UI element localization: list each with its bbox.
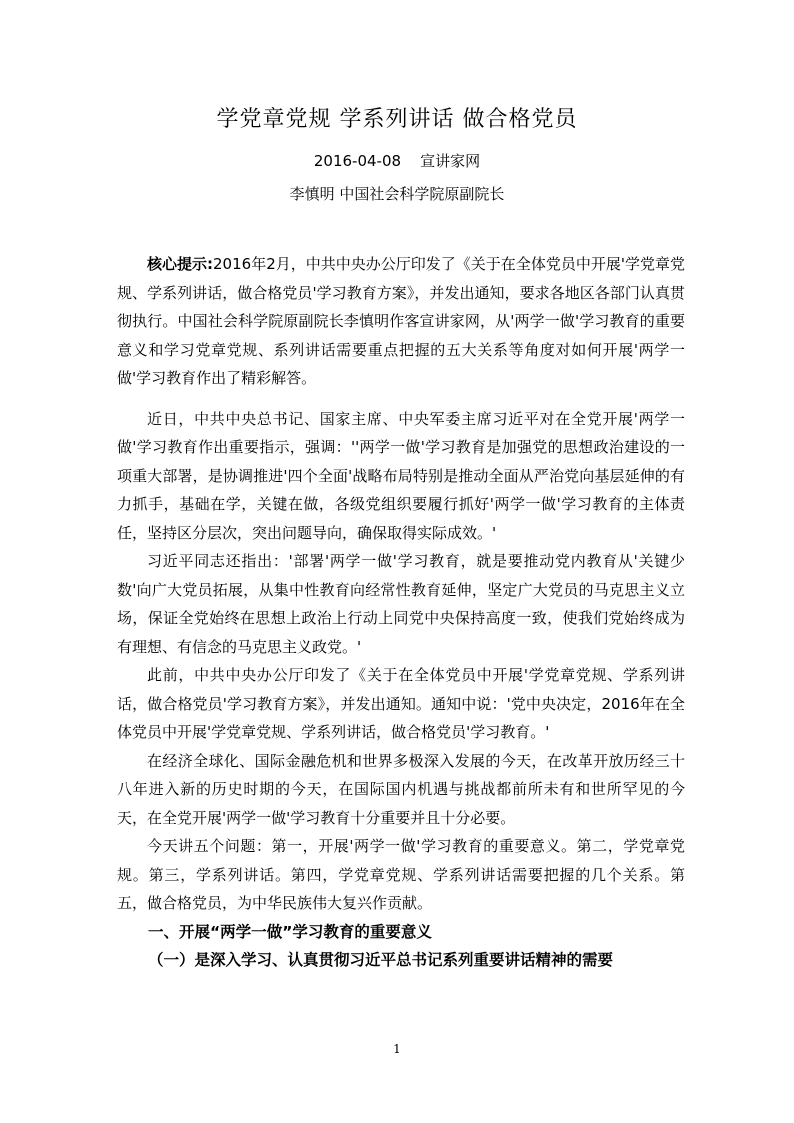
body-paragraph: 此前，中共中央办公厅印发了《关于在全体党员中开展'学党章党规、学系列讲话，做合格党员'学习教育方案》，并发出通知。通知中说：'党中央决定，2016年在全体党员中开展'学党章党规、学系列讲话，做合格党员'学习教育。' [117, 666, 685, 741]
section-heading: 一、开展“两学一做”学习教育的重要意义 [148, 922, 432, 941]
document-meta [0, 150, 794, 171]
publish-source: 宣讲家网 [420, 152, 481, 170]
subsection-heading: （一）是深入学习、认真贯彻习近平总书记系列重要讲话精神的需要 [148, 951, 614, 969]
document-author: 李慎明 中国社会科学院原副院长 [289, 185, 505, 203]
publish-date: 2016-04-08 [313, 152, 402, 170]
page-number: 1 [393, 1042, 401, 1056]
summary-text: 2016年2月，中共中央办公厅印发了《关于在全体党员中开展'学党章党规、学系列讲话，做合格党员'学习教育方案》，并发出通知，要求各地区各部门认真贯彻执行。中国社会科学院原副院长李慎明作客宣讲家网，从'两学一做'学习教育的重要意义和学习党章党规、系列讲话需要重点把握的五大关系等角度对如何开展'两学一做'学习教育作出了精彩解答。 [117, 255, 685, 387]
summary-paragraph [117, 250, 685, 393]
document-title: 学党章党规 学系列讲话 做合格党员 [216, 107, 578, 132]
body-paragraph: 在经济全球化、国际金融危机和世界多极深入发展的今天，在改革开放历经三十八年进入新的历史时期的今天，在国际国内机遇与挑战都前所未有和世所罕见的今天，在全党开展'两学一做'学习教育十分重要并且十分必要。 [117, 751, 685, 827]
body-paragraph: 今天讲五个问题：第一，开展'两学一做'学习教育的重要意义。第二，学党章党规。第三，学系列讲话。第四，学党章党规、学系列讲话需要把握的几个关系。第五，做合格党员，为中华民族伟大复兴作贡献。 [117, 837, 685, 912]
body-paragraph: 近日，中共中央总书记、国家主席、中央军委主席习近平对在全党开展'两学一做'学习教育作出重要指示，强调：''两学一做'学习教育是加强党的思想政治建设的一项重大部署，是协调推进'四个全面'战略布局特别是推动全面从严治党向基层延伸的有力抓手，基础在学，关键在做，各级党组织要履行抓好'两学一做'学习教育的主体责任，坚持区分层次，突出问题导向，确保取得实际成效。' [117, 409, 685, 542]
body-paragraph: 习近平同志还指出：'部署'两学一做'学习教育，就是要推动党内教育从'关键少数'向广大党员拓展，从集中性教育向经常性教育延伸，坚定广大党员的马克思主义立场，保证全党始终在思想上政治上行动上同党中央保持高度一致，使我们党始终成为有理想、有信念的马克思主义政党。' [117, 552, 685, 656]
summary-label: 核心提示: [147, 255, 214, 273]
document-body [117, 250, 685, 975]
